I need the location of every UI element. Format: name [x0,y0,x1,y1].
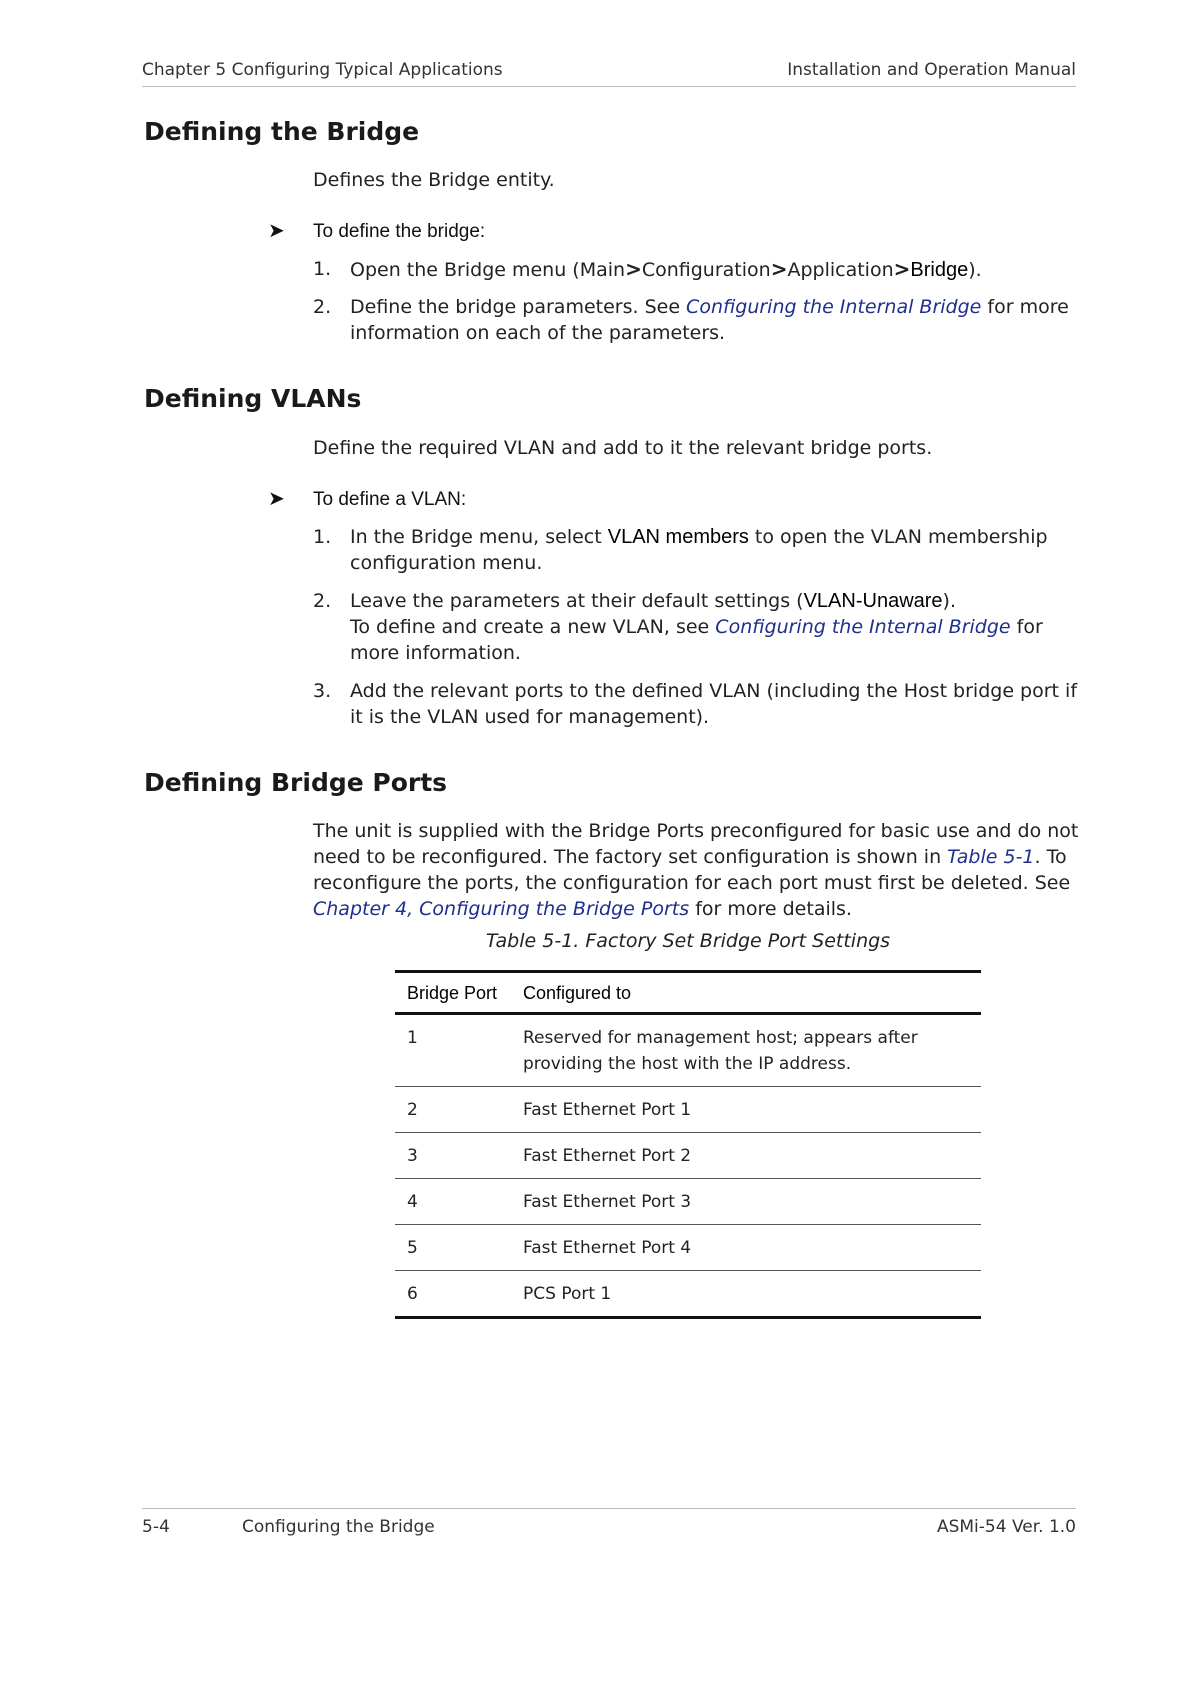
section-title-defining-bridge: Defining the Bridge [144,117,420,146]
arrowhead-icon: ➤ [268,220,285,242]
step-text: Define the bridge parameters. See Configuring the Internal Bridge for more information on each of the parameters. [350,296,1069,344]
cell-port: 3 [395,1133,511,1179]
menu-separator: > [770,257,788,281]
procedure-label: To define a VLAN: [313,489,467,510]
cell-port: 5 [395,1225,511,1271]
step-item [313,524,1083,576]
table-row [395,1225,981,1271]
menu-separator: > [893,257,911,281]
column-header-configured-to: Configured to [511,972,981,1014]
menu-separator: > [625,257,642,281]
link-configuring-internal-bridge[interactable]: Configuring the Internal Bridge [686,296,982,318]
column-header-bridge-port: Bridge Port [395,972,511,1014]
section-body: The unit is supplied with the Bridge Ports preconfigured for basic use and do not need to be reconfigured. The factory set configuration is shown in Table 5-1. To reconfigure the ports, the configuration for each port must first be deleted. See Chapter 4, Configuring the Bridge Ports for more details. [313,820,1079,920]
bridge-port-table [395,970,981,1319]
step-text: Leave the parameters at their default settings (VLAN-Unaware). To define and create a new VLAN, see Configuring the Internal Bridge for more information. [350,590,1043,664]
table-row [395,1014,981,1087]
section-intro: Defines the Bridge entity. [313,169,555,191]
cell-port: 2 [395,1087,511,1133]
procedure-heading [268,218,485,243]
page-number: 5-4 [142,1517,170,1537]
cell-configured: PCS Port 1 [511,1271,981,1318]
link-chapter-4[interactable]: Chapter 4, Configuring the Bridge Ports [313,898,690,920]
cell-configured: Fast Ethernet Port 1 [511,1087,981,1133]
step-item [313,256,1083,283]
step-number: 2. [313,296,332,318]
table-header-row [395,972,981,1014]
link-configuring-internal-bridge[interactable]: Configuring the Internal Bridge [715,616,1011,638]
page-header [142,60,1076,87]
step-item [313,588,1083,666]
step-item [313,294,1083,346]
page-footer [142,1508,1076,1537]
arrowhead-icon: ➤ [268,488,285,510]
step-number: 3. [313,680,332,702]
cell-port: 4 [395,1179,511,1225]
step-item [313,678,1083,730]
table-row [395,1179,981,1225]
step-number: 1. [313,258,332,280]
step-number: 2. [313,590,332,612]
procedure-heading [268,486,466,511]
step-text: Add the relevant ports to the defined VLAN (including the Host bridge port if it is the VLAN used for management). [350,680,1078,728]
step-text: Open the Bridge menu (Main>Configuration>Application>Bridge). [350,257,982,281]
cell-configured: Fast Ethernet Port 4 [511,1225,981,1271]
step-text: In the Bridge menu, select VLAN members to open the VLAN membership configuration menu. [350,526,1048,574]
cell-port: 6 [395,1271,511,1318]
section-intro: Define the required VLAN and add to it the relevant bridge ports. [313,437,933,459]
link-table-5-1[interactable]: Table 5-1 [947,846,1035,868]
cell-configured: Fast Ethernet Port 2 [511,1133,981,1179]
section-title-defining-vlans: Defining VLANs [144,384,362,413]
step-number: 1. [313,526,332,548]
table-row [395,1133,981,1179]
cell-configured: Reserved for management host; appears after providing the host with the IP address. [511,1014,981,1087]
cell-port: 1 [395,1014,511,1087]
table-caption: Table 5-1. Factory Set Bridge Port Settings [485,930,891,952]
header-manual-title: Installation and Operation Manual [787,60,1076,80]
cell-configured: Fast Ethernet Port 3 [511,1179,981,1225]
procedure-label: To define the bridge: [313,221,486,242]
table-row [395,1271,981,1318]
footer-version: ASMi-54 Ver. 1.0 [936,1517,1076,1537]
footer-section-title: Configuring the Bridge [242,1517,435,1537]
section-title-defining-bridge-ports: Defining Bridge Ports [144,768,448,797]
header-chapter: Chapter 5 Configuring Typical Applications [142,60,503,80]
table-row [395,1087,981,1133]
